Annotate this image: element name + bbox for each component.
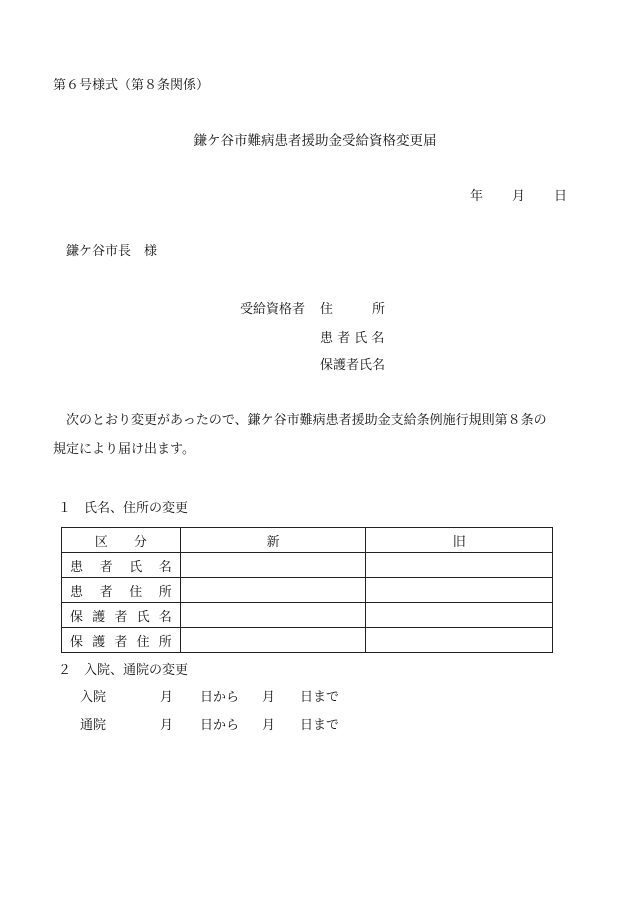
inpatient-end-day: 日まで [300,690,340,705]
table-row [62,603,553,628]
outpatient-label: 通院 [80,718,107,733]
header-old: 旧 [366,528,553,553]
section1-title: １ 氏名、住所の変更 [58,501,189,516]
patient-name-label: 患 者 氏 名 [320,331,385,346]
inpatient-end-month: 月 [262,690,276,705]
inpatient-period-row [80,691,339,704]
body-text-line-2: 規定により届け出ます。 [53,442,195,457]
row-label-patient-name: 患者氏名 [62,553,181,578]
applicant-address-label: 住 所 [320,302,386,317]
old-guardian-address-cell[interactable] [366,628,553,653]
new-guardian-name-cell[interactable] [180,603,366,628]
outpatient-end-month: 月 [262,718,276,733]
old-patient-address-cell[interactable] [366,578,553,603]
outpatient-start-month: 月 [160,718,174,733]
new-guardian-address-cell[interactable] [180,628,366,653]
outpatient-period-row [80,719,339,732]
header-new: 新 [180,528,366,553]
date-month-label: 月 [512,189,526,204]
header-category: 区 分 [62,528,181,553]
inpatient-label: 入院 [80,690,107,705]
outpatient-end-day: 日まで [300,718,340,733]
row-label-guardian-name: 保護者氏名 [62,603,181,628]
table-row [62,578,553,603]
body-text-line-1: 次のとおり変更があったので、鎌ケ谷市難病患者援助金支給条例施行規則第８条の [66,413,547,428]
date-year-label: 年 [470,189,484,204]
inpatient-start-day: 日から [200,690,240,705]
table-row [62,628,553,653]
form-number: 第６号様式（第８条関係） [53,78,210,93]
section2-title: ２ 入院、通院の変更 [58,663,189,678]
inpatient-start-month: 月 [160,690,174,705]
change-table [61,527,553,653]
document-title: 鎌ケ谷市難病患者援助金受給資格変更届 [193,133,437,149]
date-day-label: 日 [554,189,568,204]
table-row [62,553,553,578]
new-patient-name-cell[interactable] [180,553,366,578]
outpatient-start-day: 日から [200,718,240,733]
date-line [470,190,567,203]
table-header-row [62,528,553,553]
guardian-name-label: 保護者氏名 [320,358,386,373]
row-label-patient-address: 患者住所 [62,578,181,603]
new-patient-address-cell[interactable] [180,578,366,603]
addressee: 鎌ケ谷市長 様 [66,244,158,259]
old-patient-name-cell[interactable] [366,553,553,578]
applicant-label: 受給資格者 [240,302,306,317]
old-guardian-name-cell[interactable] [366,603,553,628]
row-label-guardian-address: 保護者住所 [62,628,181,653]
